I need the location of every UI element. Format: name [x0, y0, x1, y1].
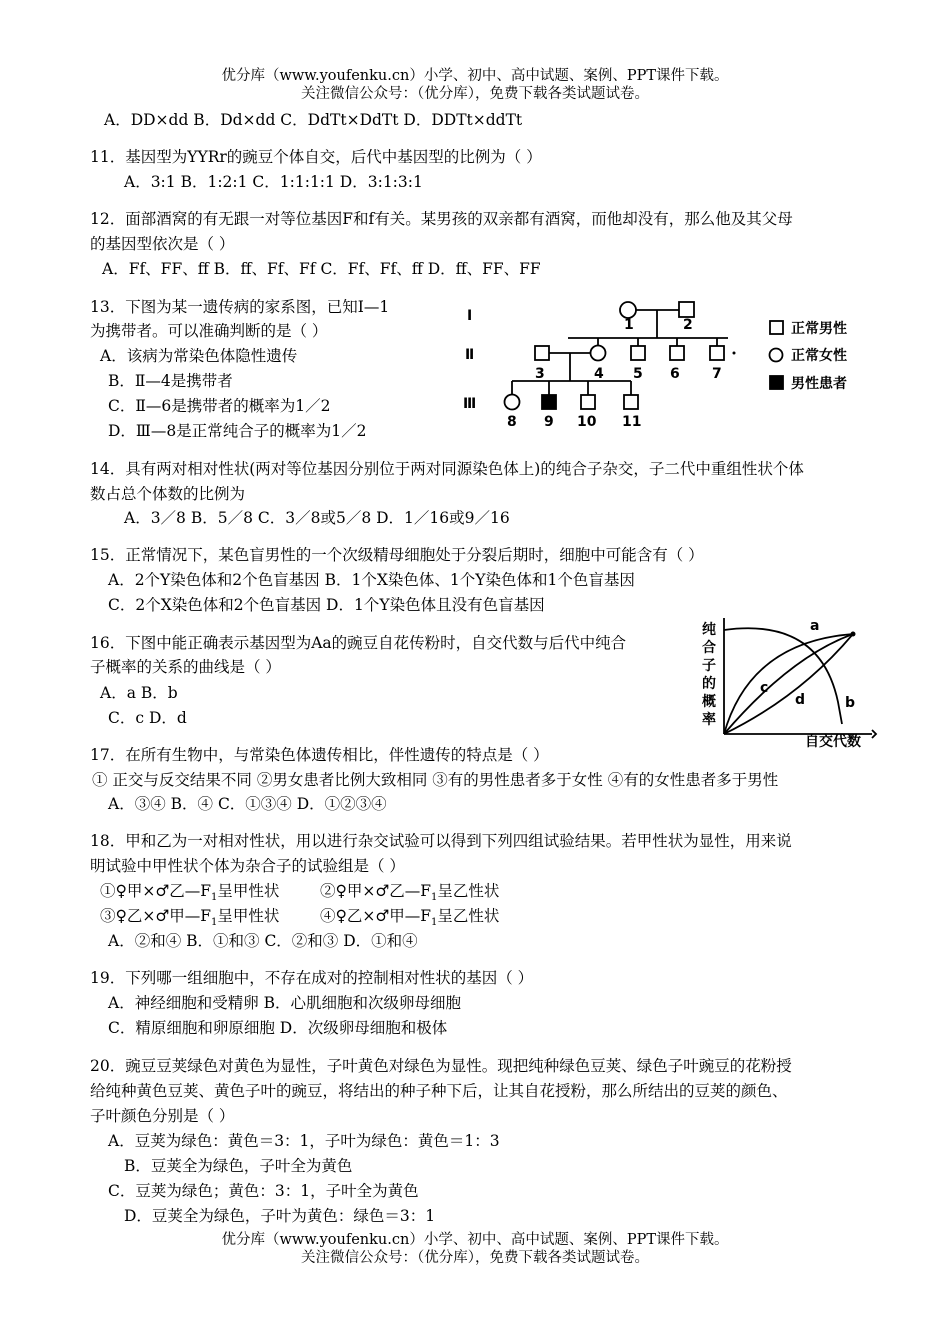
legend-female-label: 正常女性: [791, 348, 847, 364]
curve-label-d: d: [795, 692, 806, 708]
q18-cross-2: ②♀甲×♂乙$—F_1$呈乙性状: [320, 882, 500, 904]
pedigree-label-3: 3: [535, 366, 545, 382]
gen-label-i: Ⅰ: [467, 308, 473, 324]
pedigree-label-1: 1: [624, 317, 634, 333]
q18-cross-1: ①♀甲×♂乙$—F_1$呈甲性状: [100, 882, 280, 904]
q20-option-b: B．豆荚全为绿色，子叶全为黄色: [124, 1157, 353, 1175]
gen-label-iii: Ⅲ: [463, 396, 477, 412]
q20-stem-line1: 20．豌豆豆荚绿色对黄色为显性，子叶黄色对绿色为显性。现把纯种绿色豆荚、绿色子叶豌豆的花粉授: [90, 1057, 792, 1075]
pedigree-label-11: 11: [622, 414, 642, 430]
pedigree-label-2: 2: [683, 317, 693, 333]
pedigree-ii3-male: [535, 346, 549, 360]
legend-male-symbol: [770, 321, 783, 334]
q20-option-a: A．豆荚为绿色：黄色＝3：1，子叶为绿色：黄色＝1：3: [108, 1132, 500, 1150]
q17-items: ① 正交与反交结果不同 ②男女患者比例大致相同 ③有的男性患者多于女性 ④有的女性患者多于男性: [92, 771, 779, 789]
pedigree-i1-female: [620, 302, 636, 318]
q14-stem-line2: 数占总个体数的比例为: [90, 485, 246, 503]
q13-option-c: C．Ⅱ—6是携带者的概率为1／2: [108, 397, 331, 415]
legend-female-symbol: [770, 349, 783, 362]
page-header-line1: 优分库（www.youfenku.cn）小学、初中、高中试题、案例、PPT课件下载。: [221, 68, 729, 84]
q17-options: A．③④ B．④ C．①③④ D．①②③④: [108, 795, 387, 813]
curve-label-b: b: [845, 695, 856, 711]
pedigree-i2-male: [679, 302, 694, 317]
pedigree-label-8: 8: [507, 414, 517, 430]
q11-options: A．3:1 B．1:2:1 C．1:1:1:1 D．3:1:3:1: [124, 173, 423, 191]
pedigree-ii5-male: [631, 346, 645, 360]
chart-x-arrow: [872, 730, 876, 738]
q17-stem: 17．在所有生物中，与常染色体遗传相比，伴性遗传的特点是（ ）: [90, 746, 549, 764]
q20-option-c: C．豆荚为绿色；黄色：3：1，子叶全为黄色: [108, 1182, 419, 1200]
curve-label-c: c: [760, 680, 769, 696]
pedigree-iii9-male-patient: [542, 395, 556, 409]
q14-options: A．3／8 B．5／8 C．3／8或5／8 D．1／16或9／16: [124, 509, 510, 527]
q18-stem-line1: 18．甲和乙为一对相对性状，用以进行杂交试验可以得到下列四组试验结果。若甲性状为显性，用来说: [90, 832, 792, 850]
q16-stem-line2: 子概率的关系的曲线是（ ）: [90, 658, 281, 676]
q13-stem-line1: 13．下图为某一遗传病的家系图，已知Ⅰ—1: [90, 298, 390, 316]
q20-option-d: D．豆荚全为绿色，子叶为黄色：绿色＝3：1: [124, 1207, 436, 1225]
chart-ylabel-char-1: 纯: [702, 622, 716, 638]
chart-ylabel-char-3: 子: [702, 658, 716, 674]
pedigree-label-7: 7: [712, 366, 722, 382]
q15-stem: 15．正常情况下，某色盲男性的一个次级精母细胞处于分裂后期时，细胞中可能含有（ ）: [90, 546, 704, 564]
pedigree-ii4-female: [591, 346, 606, 361]
q18-stem-line2: 明试验中甲性状个体为杂合子的试验组是（ ）: [90, 857, 405, 875]
page-footer-line2: 关注微信公众号：（优分库），免费下载各类试题试卷。: [301, 1250, 649, 1266]
q20-stem-line2: 给纯种黄色豆荚、黄色子叶的豌豆，将结出的种子种下后，让其自花授粉，那么所结出的豆荚的颜色、: [90, 1082, 788, 1100]
q18-cross-3: ③♀乙×♂甲$—F_1$呈甲性状: [100, 907, 280, 929]
q19-options-line1: A．神经细胞和受精卵 B．心肌细胞和次级卵母细胞: [108, 994, 462, 1012]
q16-options-line1: A．a B．b: [100, 684, 178, 702]
curve-label-a: a: [810, 618, 820, 634]
pedigree-diagram: [455, 292, 875, 442]
chart-ylabel-char-5: 概: [702, 694, 716, 710]
legend-patient-label: 男性患者: [791, 376, 847, 392]
pedigree-label-9: 9: [544, 414, 554, 430]
chart-ylabel-char-6: 率: [702, 712, 716, 728]
q18-options: A．②和④ B．①和③ C．②和③ D．①和④: [108, 932, 418, 950]
legend-male-label: 正常男性: [791, 321, 847, 337]
q16-options-line2: C．c D．d: [108, 709, 187, 727]
pedigree-iii10-male: [581, 395, 595, 409]
q13-option-d: D．Ⅲ—8是正常纯合子的概率为1／2: [108, 422, 367, 440]
pedigree-iii8-female: [505, 395, 520, 410]
pedigree-label-5: 5: [633, 366, 643, 382]
pedigree-ii6-male: [670, 346, 684, 360]
page-header-line2: 关注微信公众号：（优分库），免费下载各类试题试卷。: [301, 86, 649, 102]
chart-ylabel-char-2: 合: [702, 640, 716, 656]
legend-patient-symbol: [770, 376, 783, 389]
q12-options: A．Ff、FF、ff B．ff、Ff、Ff C．Ff、Ff、ff D．ff、FF、FF: [102, 260, 541, 278]
pedigree-ii7-male: [710, 346, 724, 360]
q19-options-line2: C．精原细胞和卵原细胞 D．次级卵母细胞和极体: [108, 1019, 448, 1037]
q12-stem-line2: 的基因型依次是（ ）: [90, 235, 235, 253]
page-footer-line1: 优分库（www.youfenku.cn）小学、初中、高中试题、案例、PPT课件下载。: [221, 1232, 729, 1248]
q18-cross-4: ④♀乙×♂甲$—F_1$呈乙性状: [320, 907, 500, 929]
q15-options-line1: A．2个Y染色体和2个色盲基因 B．1个X染色体、1个Y染色体和1个色盲基因: [108, 571, 635, 589]
pedigree-label-10: 10: [577, 414, 597, 430]
q11-stem: 11．基因型为YYRr的豌豆个体自交，后代中基因型的比例为（ ）: [90, 148, 542, 166]
q19-stem: 19．下列哪一组细胞中，不存在成对的控制相对性状的基因（ ）: [90, 969, 534, 987]
q16-stem-line1: 16．下图中能正确表示基因型为Aa的豌豆自花传粉时，自交代数与后代中纯合: [90, 634, 627, 652]
chart-xlabel: 自交代数: [805, 734, 861, 750]
q13-option-b: B．Ⅱ—4是携带者: [108, 372, 233, 390]
q13-stem-line2: 为携带者。可以准确判断的是（ ）: [90, 322, 328, 340]
q13-option-a: A．该病为常染色体隐性遗传: [100, 347, 298, 365]
pedigree-label-6: 6: [670, 366, 680, 382]
q15-options-line2: C．2个X染色体和2个色盲基因 D．1个Y染色体且没有色盲基因: [108, 596, 545, 614]
chart-ylabel-char-4: 的: [702, 676, 716, 692]
q10-options: A．DD×dd B．Dd×dd C．DdTt×DdTt D．DDTt×ddTt: [104, 111, 523, 129]
q12-stem-line1: 12．面部酒窝的有无跟一对等位基因F和f有关。某男孩的双亲都有酒窝，而他却没有，那么他及其父母: [90, 210, 793, 228]
pedigree-label-4: 4: [594, 366, 604, 382]
q14-stem-line1: 14．具有两对相对性状(两对等位基因分别位于两对同源染色体上)的纯合子杂交，子二代中重组性状个体: [90, 460, 804, 478]
pedigree-iii11-male: [624, 395, 638, 409]
purity-curve-chart: [690, 612, 880, 752]
gen-label-ii: Ⅱ: [465, 347, 475, 363]
q20-stem-line3: 子叶颜色分别是（ ）: [90, 1107, 235, 1125]
